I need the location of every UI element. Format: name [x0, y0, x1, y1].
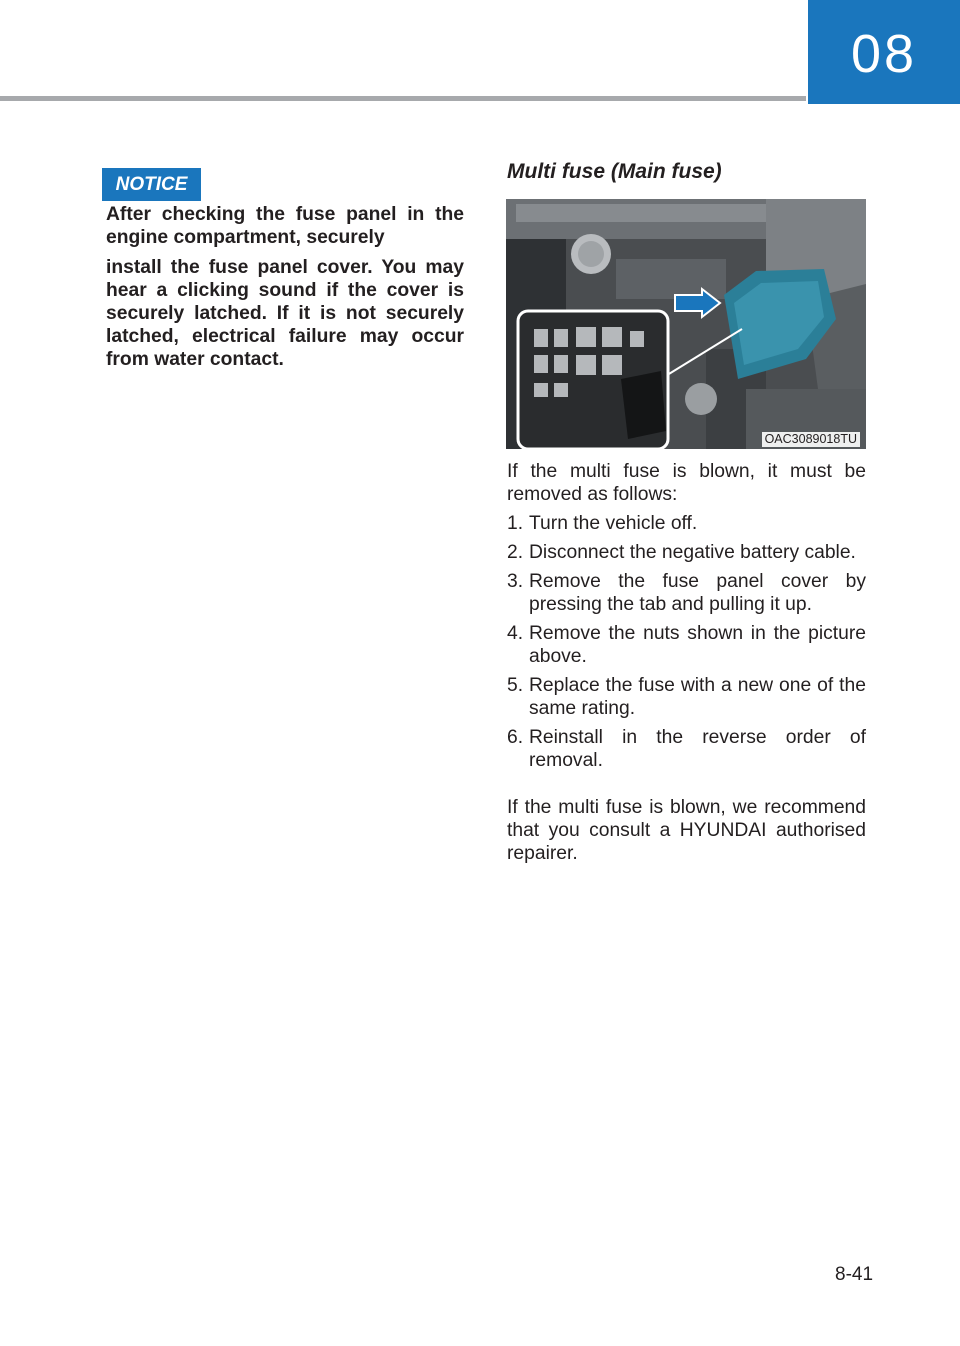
- step-number: 2.: [507, 542, 524, 563]
- chapter-tab: [808, 0, 960, 104]
- step-text: Replace the fuse with a new one of the same rating.: [529, 675, 866, 719]
- step-item: [507, 512, 866, 535]
- step-text: Disconnect the negative battery cable.: [529, 542, 856, 563]
- step-text: Remove the fuse panel cover by pressing the tab and pulling it up.: [529, 571, 866, 615]
- intro-paragraph: If the multi fuse is blown, it must be removed as follows:: [507, 461, 866, 505]
- step-item: [507, 674, 866, 720]
- step-item: [507, 570, 866, 616]
- removal-steps: [507, 512, 866, 772]
- step-text: Remove the nuts shown in the picture above.: [529, 623, 866, 667]
- closing-paragraph: If the multi fuse is blown, we recommend that you consult a HYUNDAI authorised repairer.: [507, 797, 866, 864]
- step-text: Turn the vehicle off.: [529, 513, 698, 534]
- chapter-number: 08: [850, 24, 918, 84]
- step-item: [507, 541, 866, 564]
- step-number: 1.: [507, 513, 524, 534]
- notice-body: [106, 203, 464, 378]
- step-item: [507, 726, 866, 772]
- notice-badge: NOTICE: [102, 168, 201, 201]
- notice-paragraph-2: install the fuse panel cover. You may hear a clicking sound if the cover is securely latched. If it is not securely latched, electrical failure may occur from water contact.: [106, 257, 464, 370]
- page-number: 8-41: [835, 1264, 874, 1285]
- header-rule: [0, 96, 806, 101]
- step-text: Reinstall in the reverse order of removal.: [529, 727, 866, 771]
- step-number: 5.: [507, 675, 524, 696]
- step-number: 3.: [507, 571, 524, 592]
- section-title: Multi fuse (Main fuse): [507, 160, 722, 183]
- step-number: 4.: [507, 623, 524, 644]
- procedure-text: [507, 460, 866, 871]
- step-item: [507, 622, 866, 668]
- engine-compartment-photo: [506, 199, 866, 449]
- step-number: 6.: [507, 727, 524, 748]
- photo-reference-code: OAC3089018TU: [762, 432, 860, 447]
- engine-bay-illustration: [506, 199, 866, 449]
- notice-paragraph-1: After checking the fuse panel in the engine compartment, securely: [106, 204, 464, 248]
